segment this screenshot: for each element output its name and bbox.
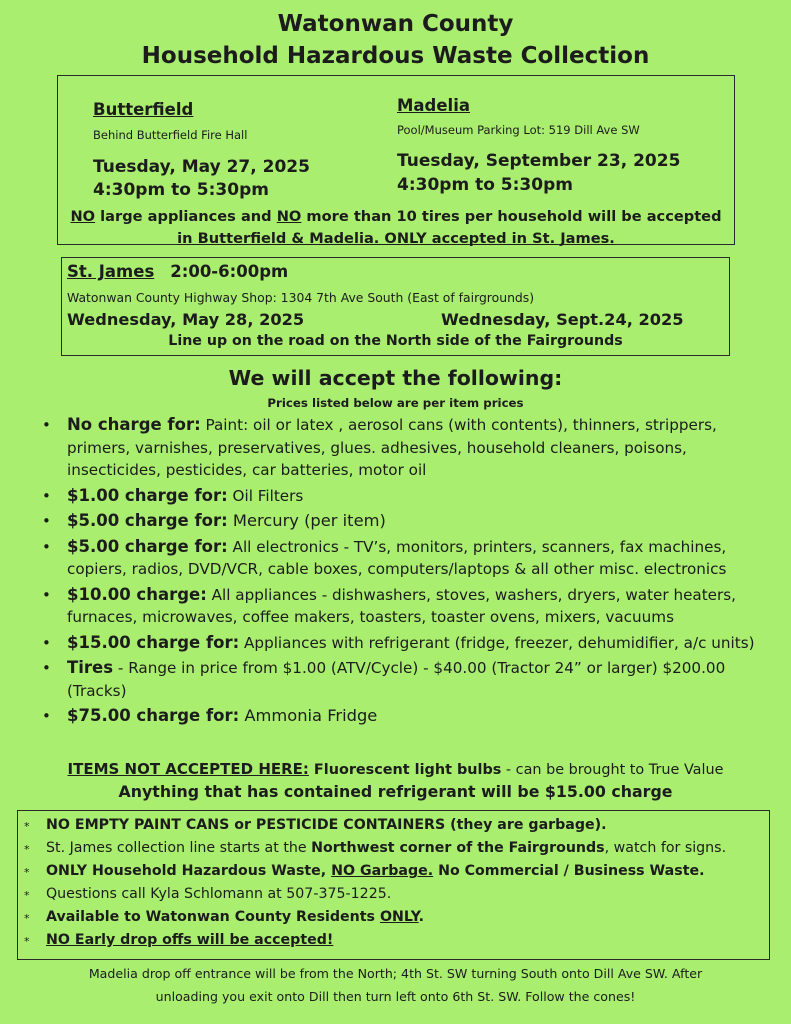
item-lead: $75.00 charge for: — [67, 706, 240, 725]
bullet-icon: • — [42, 416, 51, 434]
item-lead: $5.00 charge for: — [67, 536, 228, 556]
notice-text-1: large appliances and — [95, 208, 277, 225]
accepted-items-list — [40, 414, 760, 731]
note-text — [46, 840, 726, 856]
st-james-heading — [67, 262, 288, 281]
madelia-location: Pool/Museum Parking Lot: 519 Dill Ave SW — [397, 123, 640, 137]
notice-text-2: more than 10 tires per household will be accepted — [301, 208, 722, 225]
bullet-icon: • — [42, 659, 51, 677]
asterisk-icon: * — [24, 843, 30, 856]
note-text: Questions call Kyla Schlomann at 507-375-1225. — [46, 886, 392, 902]
footer-line-1: Madelia drop off entrance will be from the North; 4th St. SW turning South onto Dill Ave SW. After — [88, 966, 703, 981]
list-item — [40, 536, 760, 581]
item-lead: $10.00 charge: — [67, 584, 207, 604]
st-james-name: St. James — [67, 262, 155, 281]
title-county: Watonwan County — [277, 11, 514, 37]
item-text: - Range in price from $1.00 (ATV/Cycle) - $40.00 (Tractor 24” or larger) $200.00 (Tracks) — [67, 659, 726, 700]
madelia-date: Tuesday, September 23, 2025 — [397, 151, 681, 171]
note-text: NO EMPTY PAINT CANS or PESTICIDE CONTAINERS (they are garbage). — [46, 817, 607, 833]
item-text: Ammonia Fridge — [239, 706, 378, 725]
butterfield-date: Tuesday, May 27, 2025 — [93, 157, 310, 177]
note-text-underlined: NO Garbage. — [331, 863, 434, 879]
st-james-time: 2:00-6:00pm — [170, 262, 289, 281]
list-item — [40, 632, 760, 655]
notice-line-2 — [57, 230, 735, 247]
note-text: NO Early drop offs will be accepted! — [46, 932, 334, 948]
st-james-lineup: Line up on the road on the North side of the Fairgrounds — [168, 333, 623, 349]
notes-box — [17, 810, 770, 960]
list-item — [40, 510, 760, 533]
not-accepted-rest: - can be brought to True Value — [501, 762, 724, 778]
notice-no-1: NO — [70, 208, 96, 225]
list-item — [40, 485, 760, 508]
item-text: Appliances with refrigerant (fridge, freezer, dehumidifier, a/c units) — [239, 633, 755, 652]
accept-subheading: Prices listed below are per item prices — [267, 396, 524, 410]
asterisk-icon: * — [24, 866, 30, 879]
note-text-underlined: ONLY — [379, 909, 419, 925]
note-text-part: St. James collection line starts at the — [46, 840, 312, 856]
note-text-bold: Northwest corner of the Fairgrounds — [311, 840, 605, 856]
item-lead: Tires — [67, 658, 114, 677]
list-item — [40, 584, 760, 629]
butterfield-location: Behind Butterfield Fire Hall — [93, 128, 248, 142]
st-james-location: Watonwan County Highway Shop: 1304 7th Ave South (East of fairgrounds) — [67, 290, 535, 305]
footer-line-2: unloading you exit onto Dill then turn left onto 6th St. SW. Follow the cones! — [155, 989, 636, 1004]
asterisk-icon: * — [24, 912, 30, 925]
asterisk-icon: * — [24, 820, 30, 833]
note-text-part: . — [418, 909, 425, 925]
item-lead: $5.00 charge for: — [67, 511, 228, 530]
item-text: Oil Filters — [227, 486, 304, 505]
title-collection: Household Hazardous Waste Collection — [141, 43, 650, 69]
butterfield-time: 4:30pm to 5:30pm — [93, 180, 269, 200]
bullet-icon: • — [42, 585, 51, 604]
not-accepted-label: ITEMS NOT ACCEPTED HERE: — [67, 760, 309, 778]
list-item — [40, 657, 760, 702]
note-text-part: Available to Watonwan County Residents — [46, 909, 380, 925]
item-lead: $15.00 charge for: — [67, 632, 240, 652]
st-james-date-2: Wednesday, Sept.24, 2025 — [441, 310, 684, 329]
madelia-time: 4:30pm to 5:30pm — [397, 175, 573, 195]
appliance-tire-notice — [57, 208, 735, 225]
st-james-date-1: Wednesday, May 28, 2025 — [67, 310, 305, 329]
note-text-part: ONLY Household Hazardous Waste, — [46, 863, 332, 879]
bullet-icon: • — [42, 512, 51, 530]
butterfield-name: Butterfield — [93, 100, 194, 119]
item-text: All electronics - TV’s, monitors, printers, scanners, fax machines, copiers, radios, DVD/VCR, cable boxes, computers/laptops & all other misc. electronics — [67, 537, 727, 578]
notice-line-2-text: in Butterfield & Madelia. ONLY accepted in St. James. — [177, 230, 615, 247]
item-text: Paint: oil or latex , aerosol cans (with contents), thinners, strippers, primers, varnishes, preservatives, glues. adhesives, household cleaners, poisons, insecticides, pesticides, car batteries, motor oil — [67, 416, 717, 479]
item-lead: $1.00 charge for: — [67, 485, 228, 505]
item-lead: No charge for: — [67, 415, 201, 434]
list-item — [40, 705, 760, 728]
bullet-icon: • — [42, 537, 51, 556]
not-accepted-item: Fluorescent light bulbs — [308, 762, 502, 778]
note-text — [46, 909, 424, 925]
note-text — [46, 863, 704, 879]
bullet-icon: • — [42, 707, 51, 725]
bullet-icon: • — [42, 486, 51, 505]
asterisk-icon: * — [24, 889, 30, 902]
not-accepted-line — [0, 760, 791, 778]
bullet-icon: • — [42, 633, 51, 652]
refrigerant-note: Anything that has contained refrigerant will be $15.00 charge — [118, 782, 673, 801]
list-item — [40, 414, 760, 482]
accept-heading: We will accept the following: — [228, 366, 563, 390]
item-text: Mercury (per item) — [227, 511, 386, 530]
note-text-part: , watch for signs. — [604, 840, 727, 856]
madelia-name: Madelia — [397, 96, 471, 115]
notice-no-2: NO — [276, 208, 302, 225]
asterisk-icon: * — [24, 935, 30, 948]
note-text-part: No Commercial / Business Waste. — [433, 863, 705, 879]
item-text: All appliances - dishwashers, stoves, washers, dryers, water heaters, furnaces, microwaves, coffee makers, toasters, toaster ovens, mixers, vacuums — [67, 585, 737, 626]
